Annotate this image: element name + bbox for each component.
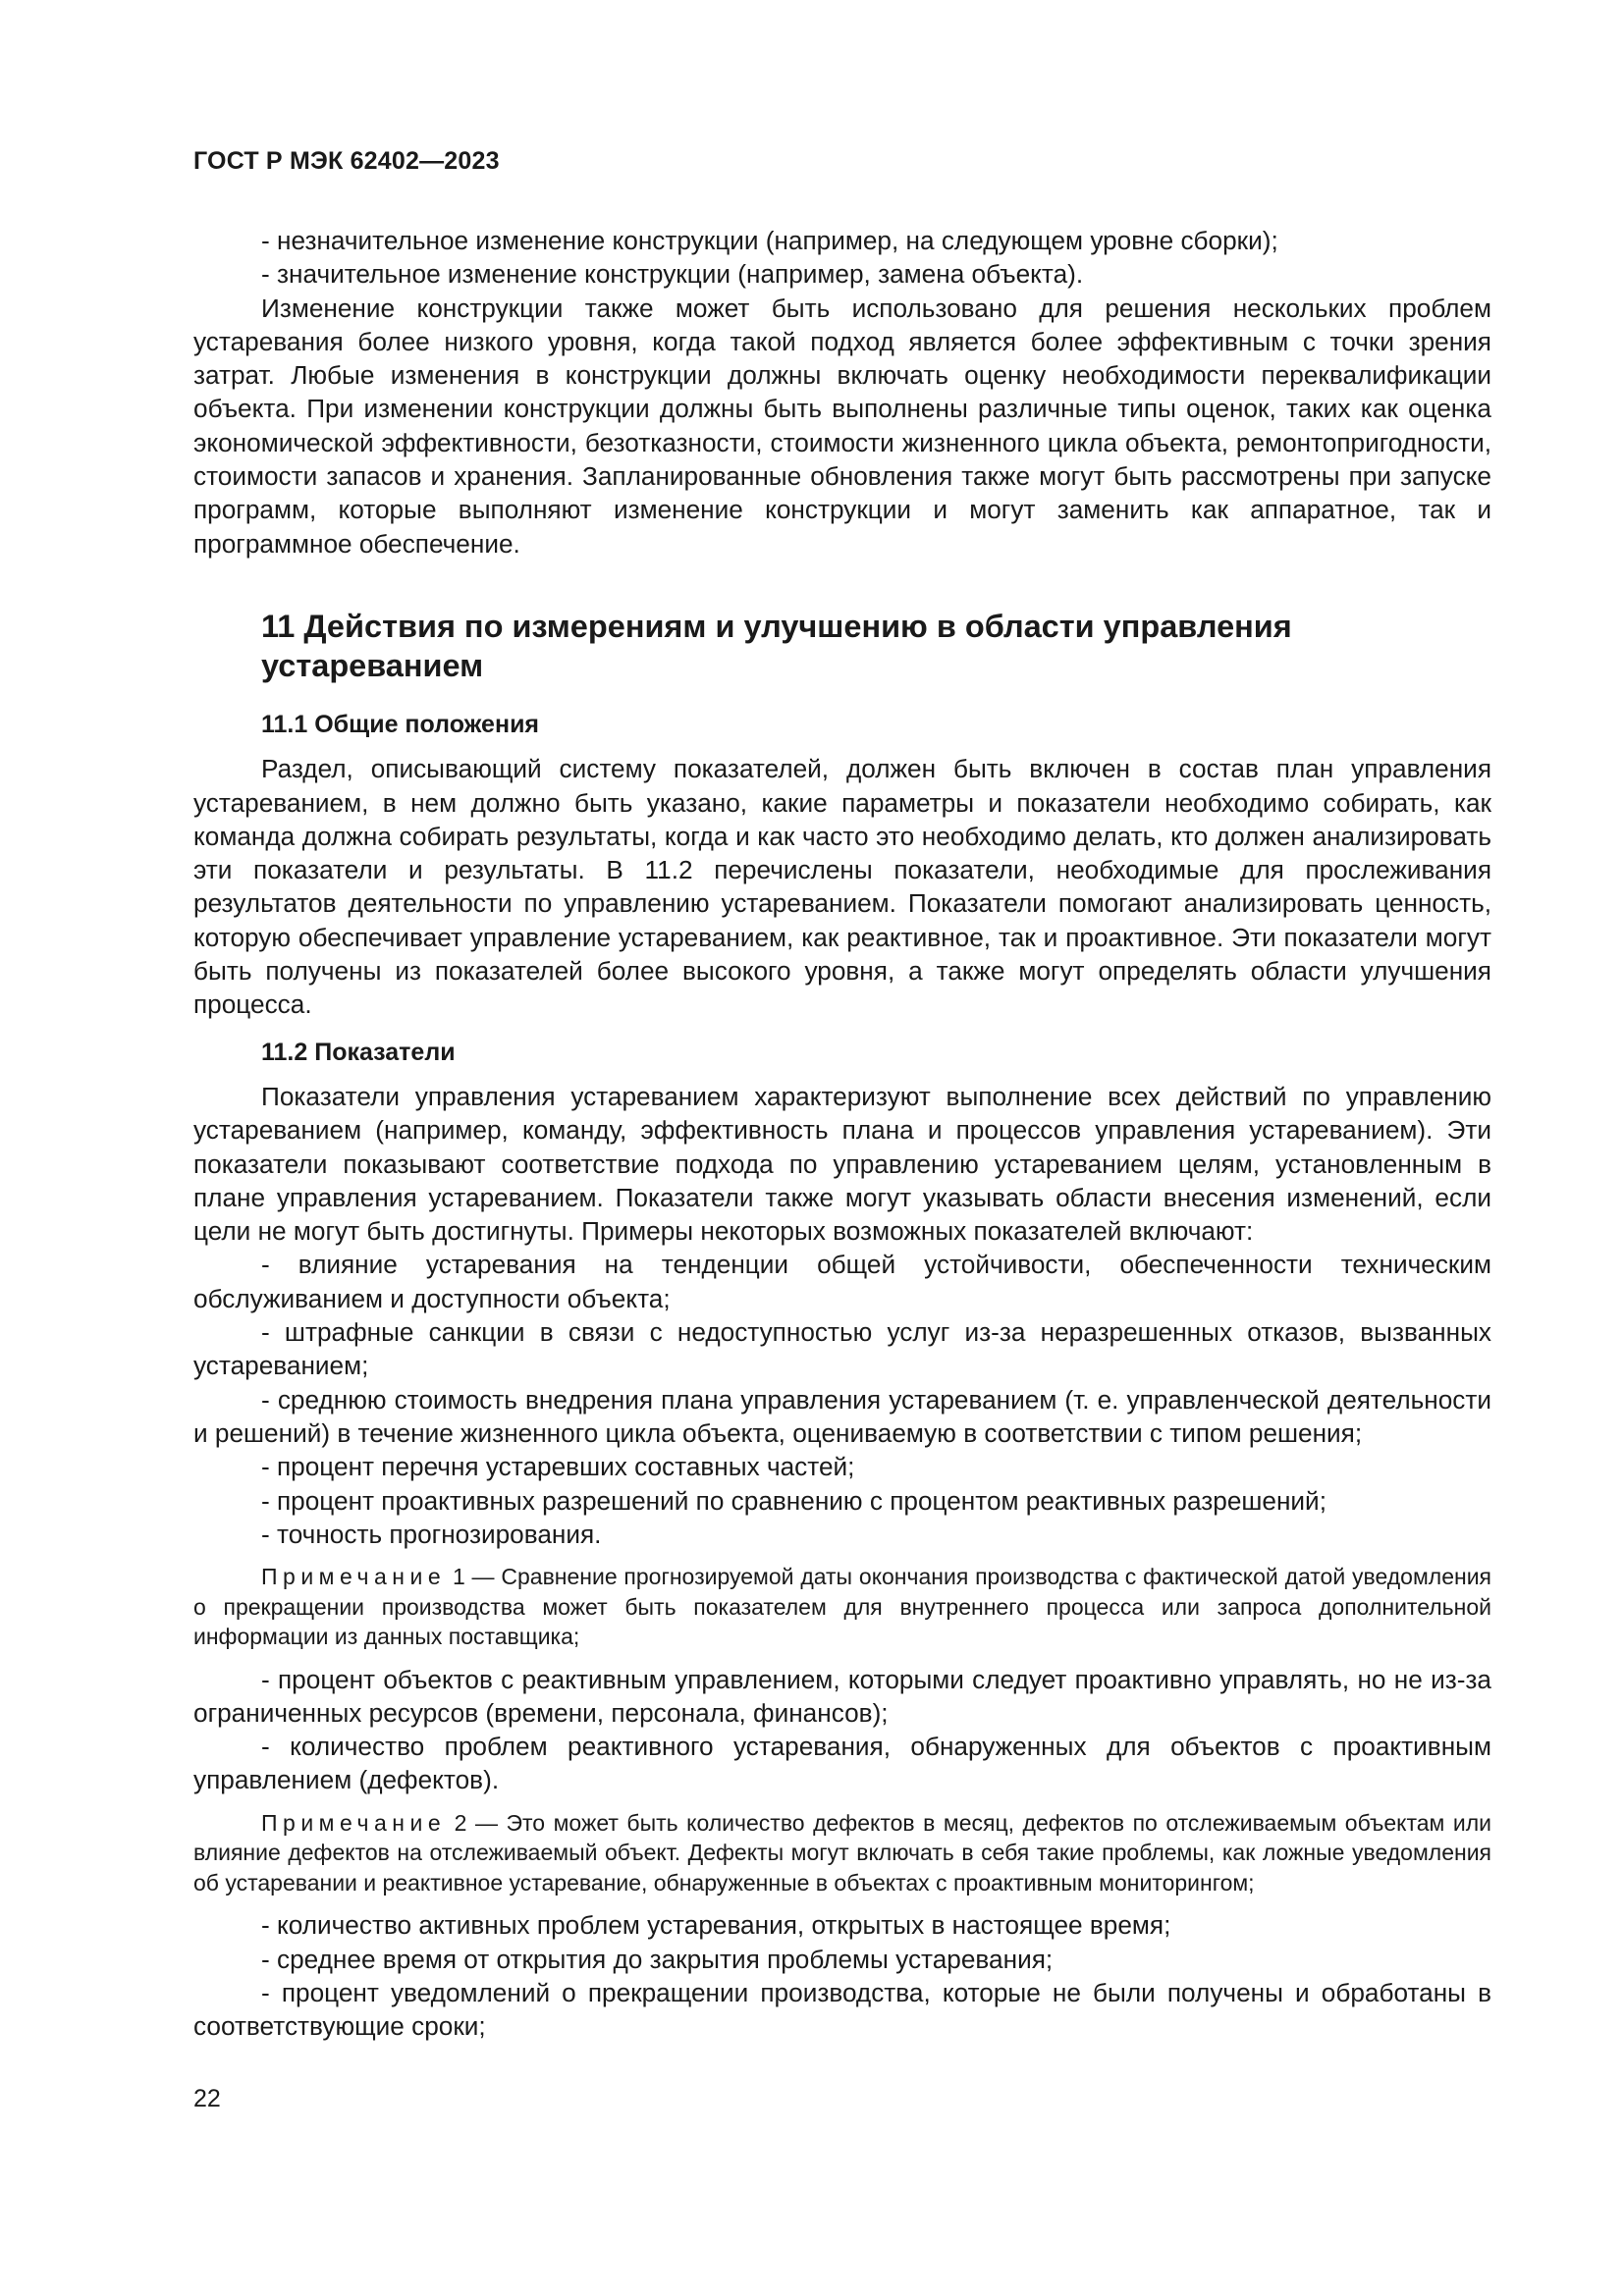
paragraph-design-change: Изменение конструкции также может быть использовано для решения нескольких проблем устаревания более низкого уровня, когда такой подход является более эффективным с точки зрения затрат. Любые изменения в конструкции должны включать оценку необходимости переквалификации объекта. При изменении конструкции должны быть выполнены различные типы оценок, таких как оценка экономической эффективности, безотказности, стоимости жизненного цикла объекта, ремонтопригодности, стоимости запасов и хранения. Запланированные обновления также могут быть рассмотрены при запуске программ, которые выполняют изменение конструкции и могут заменить как аппаратное, так и программное обеспечение.	[193, 293, 1491, 559]
subsection-11-2-title: 11.2 Показатели	[261, 1038, 456, 1066]
list-item: - штрафные санкции в связи с недоступностью услуг из-за неразрешенных отказов, вызванных устареванием;	[193, 1317, 1491, 1381]
note-text: 1 — Сравнение прогнозируемой даты окончания производства с фактической датой уведомления о прекращении производства может быть показателем для внутреннего процесса или запроса дополнительной информации из данных поставщика;	[193, 1564, 1491, 1650]
list-item: - количество активных проблем устаревания, открытых в настоящее время;	[261, 1910, 1171, 1941]
note-1	[193, 1562, 1491, 1652]
list-item: - влияние устаревания на тенденции общей устойчивости, обеспеченности техническим обслуживанием и доступности объекта;	[193, 1250, 1491, 1313]
subsection-11-1-title: 11.1 Общие положения	[261, 710, 540, 738]
note-label: Примечание	[261, 1809, 447, 1836]
note-label: Примечание	[261, 1564, 447, 1590]
section-11-title: 11 Действия по измерениям и улучшению в области управления устареванием	[261, 608, 1292, 683]
note-2	[193, 1808, 1491, 1898]
list-item: - процент проактивных разрешений по сравнению с процентом реактивных разрешений;	[261, 1485, 1326, 1516]
list-item: - точность прогнозирования.	[261, 1519, 602, 1549]
page-number: 22	[193, 2085, 221, 2112]
paragraph-indicators: Показатели управления устареванием характеризуют выполнение всех действий по управлению устареванием (например, команду, эффективность плана и процессов управления устареванием). Эти показатели показывают соответствие подхода по управлению устареванием целям, установленным в плане управления устареванием. Показатели также могут указывать области внесения изменений, если цели не могут быть достигнуты. Примеры некоторых возможных показателей включают:	[193, 1081, 1491, 1247]
document-code-header: ГОСТ Р МЭК 62402—2023	[193, 147, 500, 175]
list-item: - процент перечня устаревших составных частей;	[261, 1452, 855, 1482]
list-item: - значительное изменение конструкции (например, замена объекта).	[261, 259, 1084, 290]
list-item: - среднюю стоимость внедрения плана управления устареванием (т. е. управленческой деятельности и решений) в течение жизненного цикла объекта, оцениваемую в соответствии с типом решения;	[193, 1384, 1491, 1448]
paragraph-general: Раздел, описывающий систему показателей, должен быть включен в состав план управления устареванием, в нем должно быть указано, какие параметры и показатели необходимо собирать, как команда должна собирать результаты, когда и как часто это необходимо делать, кто должен анализировать эти показатели и результаты. В 11.2 перечислены показатели, необходимые для прослеживания результатов деятельности по управлению устареванием. Показатели помогают анализировать ценность, которую обеспечивает управление устареванием, как реактивное, так и проактивное. Эти показатели могут быть получены из показателей более высокого уровня, а также могут определять области улучшения процесса.	[193, 754, 1491, 1020]
page-body	[193, 224, 1491, 2043]
list-item: - количество проблем реактивного устаревания, обнаруженных для объектов с проактивным управлением (дефектов).	[193, 1732, 1491, 1795]
list-item: - процент уведомлений о прекращении производства, которые не были получены и обработаны в соответствующие сроки;	[193, 1977, 1491, 2042]
list-item: - среднее время от открытия до закрытия проблемы устаревания;	[261, 1944, 1054, 1974]
list-item: - процент объектов с реактивным управлением, которыми следует проактивно управлять, но не из-за ограниченных ресурсов (времени, персонала, финансов);	[193, 1664, 1491, 1728]
list-item: - незначительное изменение конструкции (например, на следующем уровне сборки);	[261, 226, 1278, 255]
note-text: 2 — Это может быть количество дефектов в месяц, дефектов по отслеживаемым объектам или влияние дефектов на отслеживаемый объект. Дефекты могут включать в себя такие проблемы, как ложные уведомления об устаревании и реактивное устаревание, обнаруженные в объектах с проактивным мониторингом;	[193, 1809, 1491, 1896]
